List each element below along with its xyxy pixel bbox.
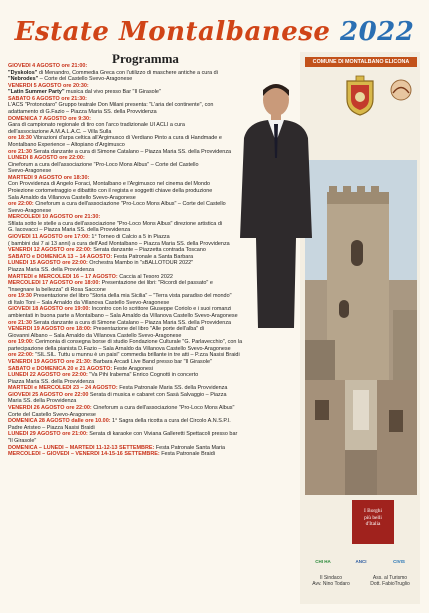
event-line: [8, 412, 298, 419]
event-text: Vibrazioni d'arpa celtica all'Argimusco di Verdiano Pinto a cura di Handmade e: [31, 135, 222, 142]
event-text: Giovanni Albano – Sala Arnaldo da Villanova Castello Svevo-Aragonese: [8, 332, 182, 339]
town-crest-icon: [343, 75, 377, 117]
event-time: ore 22:00:: [8, 352, 34, 359]
event-time: ore 18:00:: [64, 326, 92, 333]
event-line: [8, 339, 298, 346]
event-date: GIOVEDÌ 4 AGOSTO: [8, 63, 60, 69]
event-line: [8, 425, 298, 432]
event-line: [8, 300, 298, 307]
event-text: di Menandro, Commedia Greca con l'utilizzo di maschere antiche a cura di: [37, 69, 218, 76]
event-text: Presentazione del libro "Alle porte dell'alba" di: [91, 326, 204, 333]
village-street-photo: [305, 380, 417, 495]
event-text: G. Iacovacci – Piazza Maria SS. della Provvidenza: [8, 227, 131, 234]
event-time: ore 21:30:: [64, 359, 92, 366]
event-line: [8, 260, 298, 267]
event-line: [8, 129, 298, 136]
event-text: Maria SS. della Provvidenza: [8, 398, 77, 405]
event-line: [8, 333, 298, 340]
event-text: Serata danzante – Piazzetta contrada Toscano: [91, 247, 206, 254]
event-line: [8, 405, 298, 412]
event-line: [8, 280, 298, 287]
event-line: [8, 418, 298, 425]
event-text: Festa Patronale a Santa Barbara: [112, 253, 194, 260]
event-line: [8, 385, 298, 392]
event-line: [8, 76, 298, 83]
event-text: Cineforum a cura dell'associazione "Pro-Loco Mons Albus": [91, 405, 235, 412]
event-time: ore 21:30: [8, 319, 32, 326]
event-time: ore 9:30:: [66, 115, 91, 122]
event-time: ore 21:30:: [72, 214, 101, 221]
event-text: "Insegnare la bellezza" di Rosa Saccone: [8, 286, 106, 293]
event-text: Presentazione del libro "Storia della mia Sicilia" – "Terra vista paradiso del mondo": [31, 293, 232, 300]
event-text: Feste Aragonesi: [112, 365, 153, 372]
sponsor-logo-3: CIVIS: [393, 559, 405, 564]
event-line: [8, 175, 298, 182]
event-line: [8, 379, 298, 386]
event-date: DOMENICA 28 AGOSTO dalle ore 10.00:: [8, 418, 111, 425]
sponsor-logos: [308, 552, 416, 572]
event-date: VENERDÌ 19 AGOSTO: [8, 359, 65, 366]
event-text: Serata danzante a cura di Simone Catalano – Piazza Maria SS. della Provvidenza: [31, 319, 232, 326]
event-date: VENERDÌ 19 AGOSTO: [8, 326, 65, 333]
title-year: 2022: [340, 17, 415, 47]
castle-tower-photo: [305, 160, 417, 380]
event-line: [8, 109, 298, 116]
event-line: [8, 83, 298, 90]
event-time: ore 22:00:: [64, 405, 92, 412]
event-time: ore 22:00:: [60, 372, 88, 379]
event-time: ore 22:00:: [60, 260, 88, 267]
event-time: ore 22:00:: [57, 155, 85, 162]
event-date: MARTEDÌ e MERCOLEDÌ 16 – 17 AGOSTO:: [8, 273, 118, 280]
event-time: ore 22:00:: [64, 247, 92, 254]
event-line: [8, 241, 298, 248]
event-time: ore 18:30:: [62, 174, 90, 181]
event-date: MARTEDÌ e MERCOLEDÌ 23 – 24 AGOSTO:: [8, 385, 118, 392]
event-line: [8, 181, 298, 188]
borghi-line-1: I Borghi: [363, 508, 383, 514]
assessore-name: Dott. FabioTruglio: [370, 581, 410, 588]
event-text: Cerimonia di consegna borse di studio Fondazione Culturale "G. Parlavecchio", con la: [33, 339, 243, 346]
event-date: LUNEDÌ 8 AGOSTO: [8, 155, 58, 162]
event-line: [8, 63, 298, 70]
event-text: Caccia al Tesoro 2022: [117, 273, 173, 280]
event-line: [8, 149, 298, 156]
event-text: Barbara Arcadi Live Band presso bar "Il Girasole": [91, 359, 212, 366]
event-line: [8, 89, 298, 96]
event-date: SABATO 6 AGOSTO: [8, 95, 60, 102]
event-line: [8, 102, 298, 109]
event-text: adattamento di G.Fazio – Piazza Maria SS. della Provvidenza: [8, 109, 157, 116]
event-text: Svevo-Aragonese: [8, 207, 52, 214]
event-date: DOMENICA – LUNEDÌ – MARTEDÌ 11-12-13 SETTEMBRE:: [8, 444, 155, 451]
assessore-title: Ass. al Turismo: [372, 575, 408, 581]
event-text: Presentazione dei libri: "Ricordi del passato" e: [100, 280, 213, 287]
event-text: Montalbano Experience – Altopiano d'Argimusco: [8, 141, 125, 148]
event-line: [8, 320, 298, 327]
event-time: ore 19:00:: [8, 339, 34, 346]
events-list: [8, 63, 298, 458]
event-line: [8, 274, 298, 281]
event-text: Festa Patronale Santa Maria: [154, 444, 226, 451]
event-text: Cineforum a cura dell'associazione "Pro-Loco Mons Albus" – Corte del Castello: [8, 161, 199, 168]
event-text: "Latin Summer Party": [8, 89, 65, 96]
event-text: L'ACS "Protonotaro" Gruppo teatrale Don Milani presenta: "L'aria del continente", con: [8, 102, 214, 109]
event-line: [8, 267, 298, 274]
event-line: [8, 155, 298, 162]
event-date: VENERDÌ 12 AGOSTO: [8, 247, 65, 254]
event-date: MERCOLEDÌ 10 AGOSTO: [8, 214, 73, 221]
event-line: [8, 70, 298, 77]
event-text: Festa Patronale Maria SS. della Provvidenza: [117, 385, 228, 392]
event-text: "Il Girasole": [8, 437, 37, 444]
event-time: ore 20:30:: [61, 82, 89, 89]
sindaco-title: Il Sindaco: [320, 575, 342, 581]
event-line: [8, 247, 298, 254]
event-time: ore 21:30:: [59, 95, 87, 102]
event-text: Sfilata sotto le stelle a cura dell'associazione "Pro-Loco Mons Albus" direzione artistica di: [8, 220, 223, 227]
event-line: [8, 293, 298, 300]
event-line: [8, 313, 298, 320]
event-line: [8, 195, 298, 202]
event-line: [8, 96, 298, 103]
event-text: "Va Pihi Irabema" Enrico Cognotti in concerto: [87, 372, 199, 379]
event-line: [8, 451, 298, 458]
event-line: [8, 142, 298, 149]
event-date: GIOVEDÌ 25 AGOSTO: [8, 391, 63, 398]
event-text: Piazza Maria SS. della Provvidenza: [8, 378, 95, 385]
event-line: [8, 135, 298, 142]
event-time: ore 21:00:: [59, 63, 88, 69]
event-text: Incontro con lo scrittore Giuseppe Coriolo e i suoi romanzi: [90, 306, 232, 313]
event-line: [8, 359, 298, 366]
event-text: Svevo-Aragonese: [8, 168, 52, 175]
event-date: GIOVEDÌ 11 AGOSTO: [8, 234, 63, 241]
event-text: Corte del Castello Svevo-Aragonese: [8, 411, 96, 418]
assessore-signature: [362, 575, 418, 588]
event-line: [8, 162, 298, 169]
event-line: [8, 168, 298, 175]
event-date: DOMENICA 7 AGOSTO: [8, 115, 67, 122]
sponsor-logo-2: ANCI: [355, 559, 367, 564]
event-line: [8, 214, 298, 221]
event-date: VENERDÌ 26 AGOSTO: [8, 405, 65, 412]
borghi-line-2: più belli: [364, 514, 382, 521]
event-line: [8, 326, 298, 333]
event-line: [8, 445, 298, 452]
program-heading: Programma: [112, 51, 179, 66]
sindaco-name: Avv. Nino Todaro: [312, 581, 350, 588]
event-text: 1° Sagra della ricotta a cura del Circolo A.N.S.P.I.: [110, 418, 231, 425]
event-text: Orchestra Mambo in "sBALLOTOUR 2022": [87, 260, 194, 267]
event-time: ore 17:00:: [62, 234, 90, 241]
event-line: [8, 366, 298, 373]
event-text: 1° Torneo di Calcio a 5 in Piazza: [89, 234, 170, 241]
event-line: [8, 392, 298, 399]
festival-logo-icon: [387, 78, 415, 102]
event-time: ore 22:00:: [8, 201, 34, 208]
event-text: di Italo Toni – Sala Arnaldo da Villanova Castello Svevo-Aragonese: [8, 299, 170, 306]
event-text: Padre Aristeo – Piazza Nasisi Braidi: [8, 424, 95, 431]
event-time: ore 18:00:: [72, 280, 101, 287]
event-time: ore 22:00: [63, 391, 89, 398]
event-line: [8, 221, 298, 228]
event-line: [8, 234, 298, 241]
event-line: [8, 431, 298, 438]
event-line: [8, 122, 298, 129]
title-main: Estate Montalbanese: [14, 17, 331, 47]
event-date: VENERDÌ 5 AGOSTO: [8, 82, 62, 89]
event-date: SABATO e DOMENICA 20 e 21 AGOSTO:: [8, 365, 113, 372]
event-text: Con Provvidenza di Angelo Foraci, Montalbano e l'Argimusco nel cinema del Mondo: [8, 181, 211, 188]
event-date: LUNEDÌ 29 AGOSTO: [8, 431, 61, 438]
event-line: [8, 352, 298, 359]
event-text: "Dyskolos": [8, 69, 38, 76]
sponsor-logo-1: CHI HA: [315, 559, 331, 564]
event-line: [8, 208, 298, 215]
event-line: [8, 306, 298, 313]
event-time: ore 18:30: [8, 135, 32, 142]
event-text: dell'associazione A.M.A.L.A.C. – Villa Sulla: [8, 128, 112, 135]
event-line: [8, 438, 298, 445]
event-text: Serata di karaoke con Viviana Galleretti Spettacoli presso bar: [87, 431, 238, 438]
event-text: Gara di campionato regionale di tiro con l'arco tradizionale UI ACLI a cura: [8, 122, 185, 129]
event-date: MERCOLEDÌ 17 AGOSTO: [8, 280, 73, 287]
event-line: [8, 227, 298, 234]
event-time: ore 21:00:: [60, 431, 88, 438]
poster-title: [0, 17, 429, 47]
event-text: partecipazione della pianista D.Fazio – Sala Arnaldo da Villanova Castello Svevo-Aragonese: [8, 345, 231, 352]
event-time: ore 21:30: [8, 148, 32, 155]
event-text: Cineforum a cura dell'associazione "Pro-Loco Mons Albus" – Corte del Castello: [33, 201, 226, 208]
event-text: Sala Arnaldo da Villanova Castello Svevo-Aragonese: [8, 194, 136, 201]
event-text: – Corte del Castello Svevo-Aragonese: [38, 76, 133, 83]
borghi-line-3: d'Italia: [365, 521, 381, 528]
event-date: GIOVEDÌ 18 AGOSTO: [8, 306, 63, 313]
sindaco-signature: [305, 575, 357, 588]
event-text: "Nebrodes": [8, 76, 39, 83]
event-line: [8, 372, 298, 379]
event-text: Proiezione cortometraggio e dibattito con il regista e soggetti chiave della produzione: [8, 187, 213, 194]
event-line: [8, 201, 298, 208]
event-text: Serata danzante a cura di Simone Catalano – Piazza Maria SS. della Provvidenza: [31, 148, 232, 155]
event-line: [8, 346, 298, 353]
comune-banner: COMUNE DI MONTALBANO ELICONA: [305, 57, 417, 67]
event-line: [8, 398, 298, 405]
event-date: MERCOLEDÌ – GIOVEDÌ – VENERDÌ 14-15-16 SETTEMBRE:: [8, 451, 160, 458]
event-time: ore 19:00:: [63, 306, 91, 313]
event-text: ( bambini dai 7 ai 13 anni) a cura dell'Asd Montalbano – Piazza Maria SS. della Provvidenza: [8, 240, 230, 247]
event-line: [8, 287, 298, 294]
event-text: Serata di musica e cabaret con Sasà Salvaggio – Piazza: [88, 391, 227, 398]
event-text: "SIL.SIL. Tuttu u munnu è un paisi" commedia brillante in tre atti – P.zza Nasisi Braidi: [33, 352, 240, 359]
event-date: MARTEDÌ 9 AGOSTO: [8, 174, 63, 181]
event-text: Festa Patronale Braidi: [159, 451, 215, 458]
event-text: musica dal vivo presso Bar "Il Girasole": [64, 89, 161, 96]
event-date: SABATO e DOMENICA 13 – 14 AGOSTO:: [8, 253, 113, 260]
event-line: [8, 188, 298, 195]
event-line: [8, 254, 298, 261]
event-date: LUNEDÌ 22 AGOSTO: [8, 372, 61, 379]
event-text: ambientati in buona parte a Montalbano – Sala Arnaldo da Villanova Castello Svevo-Aragonese: [8, 312, 238, 319]
event-text: Piazza Maria SS. della Provvidenza: [8, 266, 95, 273]
borghi-badge: [352, 500, 394, 544]
event-line: [8, 116, 298, 123]
event-date: LUNEDÌ 15 AGOSTO: [8, 260, 61, 267]
event-time: ore 19:30: [8, 293, 32, 300]
